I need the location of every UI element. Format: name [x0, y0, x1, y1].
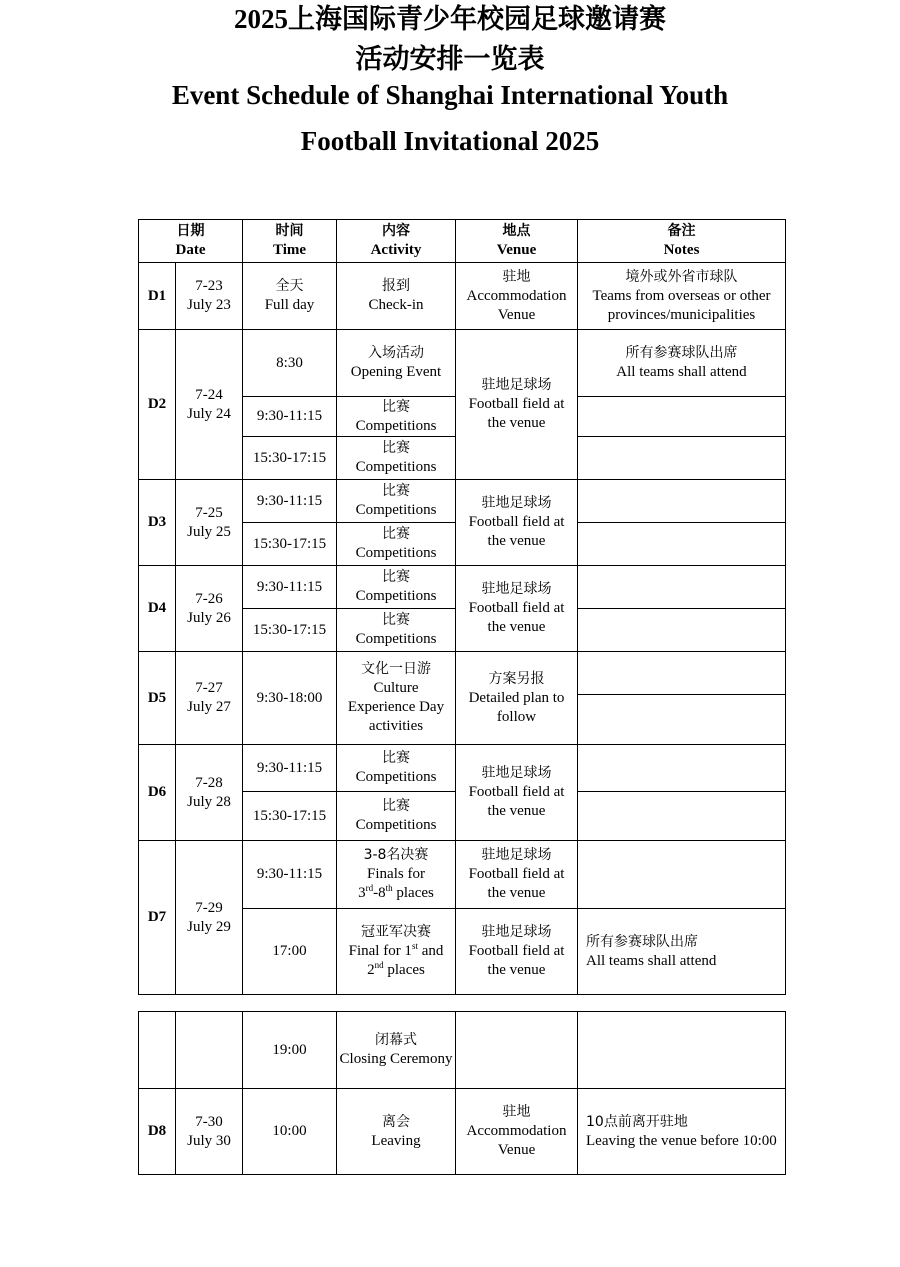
- day-label: D4: [139, 566, 176, 652]
- venue-cell: 方案另报 Detailed plan to follow: [456, 652, 578, 745]
- title-en-line1: Event Schedule of Shanghai International Youth: [171, 80, 729, 110]
- notes-cell: [578, 792, 786, 841]
- time-cell: 9:30-11:15: [243, 397, 337, 437]
- activity-cell: 比赛 Competitions: [337, 566, 456, 609]
- activity-cell: 比赛 Competitions: [337, 480, 456, 523]
- title-en-line2: Football Invitational 2025: [300, 126, 600, 156]
- venue-cell: 驻地足球场 Football field at the venue: [456, 480, 578, 566]
- header-row: [139, 220, 786, 263]
- title-zh-line1: 2025上海国际青少年校园足球邀请赛: [234, 4, 666, 34]
- time-cell: 9:30-11:15: [243, 841, 337, 909]
- date-cell: 7-29 July 29: [176, 841, 243, 995]
- header-time: 时间 Time: [243, 220, 337, 263]
- table-row: [139, 652, 786, 695]
- table-row: [139, 263, 786, 330]
- day-label: D8: [139, 1089, 176, 1175]
- notes-cell: [578, 566, 786, 609]
- date-cell: 7-25 July 25: [176, 480, 243, 566]
- date-cell: 7-28 July 28: [176, 745, 243, 841]
- activity-cell: 文化一日游 Culture Experience Day activities: [337, 652, 456, 745]
- notes-cell: [578, 1012, 786, 1089]
- day-label: D3: [139, 480, 176, 566]
- day-label: D5: [139, 652, 176, 745]
- notes-cell: 所有参赛球队出席 All teams shall attend: [578, 330, 786, 397]
- date-cell: 7-24 July 24: [176, 330, 243, 480]
- venue-cell: 驻地足球场 Football field at the venue: [456, 841, 578, 909]
- date-cell: 7-30 July 30: [176, 1089, 243, 1175]
- table-row: [139, 1089, 786, 1175]
- notes-cell: [578, 437, 786, 480]
- time-cell: 19:00: [243, 1012, 337, 1089]
- venue-cell: 驻地足球场 Football field at the venue: [456, 566, 578, 652]
- activity-cell: 3-8名决赛 Finals for 3rd-8th places: [337, 841, 456, 909]
- notes-cell: [578, 609, 786, 652]
- date-cell: 7-27 July 27: [176, 652, 243, 745]
- venue-cell: 驻地足球场 Football field at the venue: [456, 909, 578, 995]
- title-zh-line2: 活动安排一览表: [355, 44, 545, 74]
- header-venue: 地点 Venue: [456, 220, 578, 263]
- time-cell: 17:00: [243, 909, 337, 995]
- notes-cell: [578, 841, 786, 909]
- activity-cell: 冠亚军决赛 Final for 1st and 2nd places: [337, 909, 456, 995]
- table-row: [139, 841, 786, 909]
- venue-cell: [456, 1012, 578, 1089]
- date-cell: 7-23 July 23: [176, 263, 243, 330]
- time-cell: 15:30-17:15: [243, 792, 337, 841]
- time-cell: 8:30: [243, 330, 337, 397]
- table-row: [139, 330, 786, 397]
- date-cell: [176, 1012, 243, 1089]
- venue-cell: 驻地 Accommodation Venue: [456, 1089, 578, 1175]
- date-cell: 7-26 July 26: [176, 566, 243, 652]
- time-cell: 10:00: [243, 1089, 337, 1175]
- time-cell: 15:30-17:15: [243, 437, 337, 480]
- day-label: D1: [139, 263, 176, 330]
- table-row: [139, 1012, 786, 1089]
- day-label: D6: [139, 745, 176, 841]
- schedule-table-continued: [138, 1011, 786, 1175]
- notes-cell: 所有参赛球队出席 All teams shall attend: [578, 909, 786, 995]
- table-row: [139, 480, 786, 523]
- activity-cell: 比赛 Competitions: [337, 397, 456, 437]
- day-label: [139, 1012, 176, 1089]
- notes-cell: [578, 397, 786, 437]
- notes-cell: 境外或外省市球队 Teams from overseas or other provinces/municipalities: [578, 263, 786, 330]
- table-row: [139, 566, 786, 609]
- day-label: D2: [139, 330, 176, 480]
- notes-cell: 10点前离开驻地 Leaving the venue before 10:00: [578, 1089, 786, 1175]
- notes-cell: [578, 652, 786, 695]
- time-cell: 全天 Full day: [243, 263, 337, 330]
- day-label: D7: [139, 841, 176, 995]
- table-row: [139, 745, 786, 792]
- activity-cell: 入场活动 Opening Event: [337, 330, 456, 397]
- time-cell: 9:30-11:15: [243, 745, 337, 792]
- header-date: 日期 Date: [139, 220, 243, 263]
- time-cell: 9:30-11:15: [243, 480, 337, 523]
- venue-cell: 驻地足球场 Football field at the venue: [456, 330, 578, 480]
- activity-cell: 离会 Leaving: [337, 1089, 456, 1175]
- venue-cell: 驻地 Accommodation Venue: [456, 263, 578, 330]
- activity-cell: 闭幕式 Closing Ceremony: [337, 1012, 456, 1089]
- activity-cell: 比赛 Competitions: [337, 792, 456, 841]
- time-cell: 9:30-11:15: [243, 566, 337, 609]
- activity-cell: 比赛 Competitions: [337, 523, 456, 566]
- notes-cell: [578, 695, 786, 745]
- activity-cell: 比赛 Competitions: [337, 609, 456, 652]
- venue-cell: 驻地足球场 Football field at the venue: [456, 745, 578, 841]
- time-cell: 9:30-18:00: [243, 652, 337, 745]
- time-cell: 15:30-17:15: [243, 609, 337, 652]
- activity-cell: 报到 Check-in: [337, 263, 456, 330]
- notes-cell: [578, 523, 786, 566]
- notes-cell: [578, 480, 786, 523]
- activity-cell: 比赛 Competitions: [337, 437, 456, 480]
- notes-cell: [578, 745, 786, 792]
- activity-cell: 比赛 Competitions: [337, 745, 456, 792]
- header-notes: 备注 Notes: [578, 220, 786, 263]
- schedule-table: [138, 219, 786, 995]
- time-cell: 15:30-17:15: [243, 523, 337, 566]
- header-activity: 内容 Activity: [337, 220, 456, 263]
